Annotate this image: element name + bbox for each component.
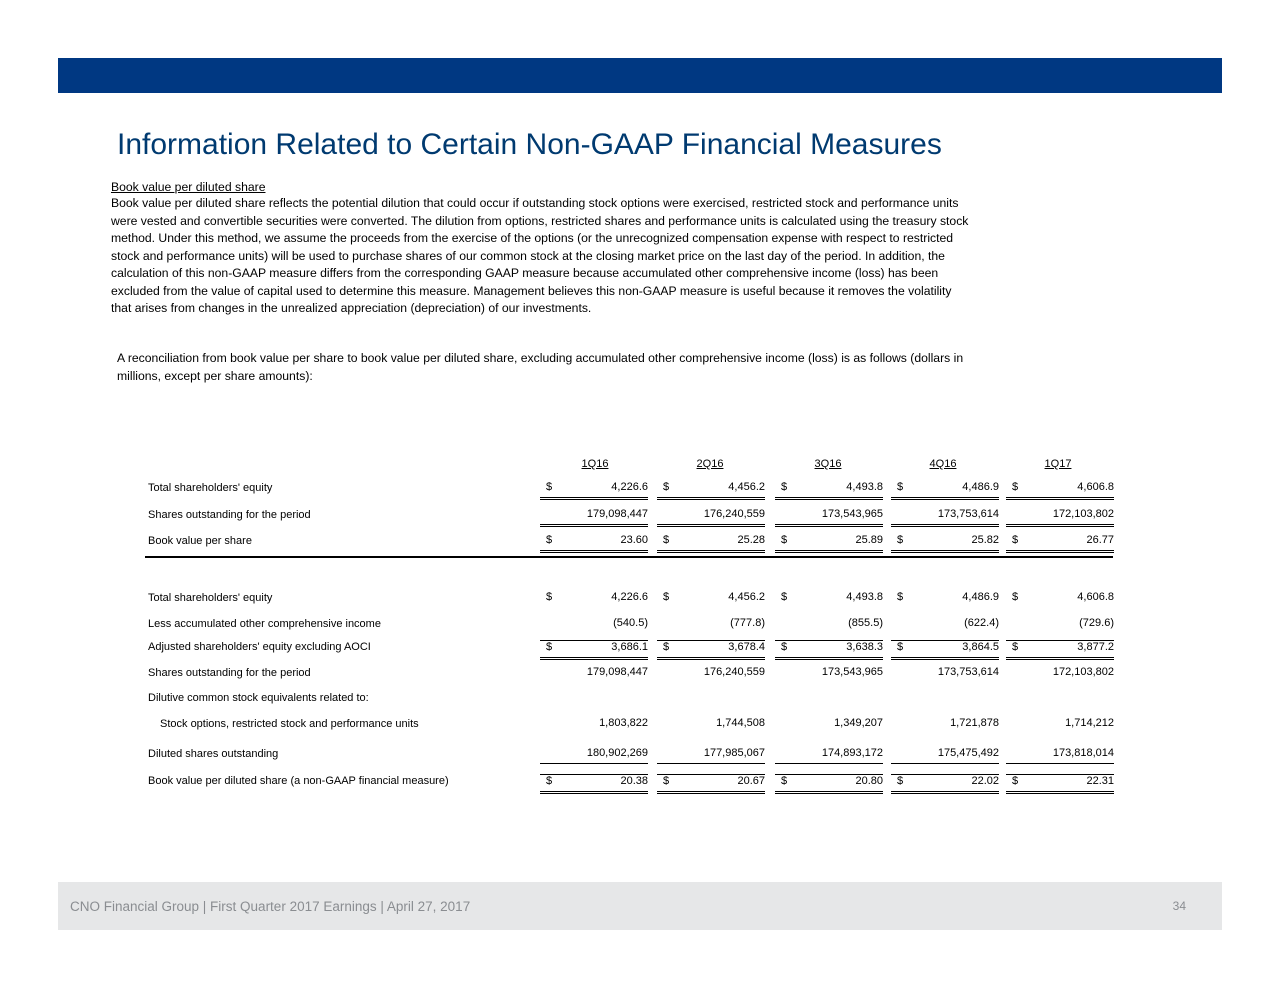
- row-label: Shares outstanding for the period: [148, 509, 311, 521]
- cell-value: 26.77: [1086, 534, 1114, 546]
- table-cell: [891, 591, 999, 607]
- table-cell: [891, 747, 999, 764]
- dollar-sign: $: [781, 481, 788, 493]
- cell-value: 1,349,207: [834, 717, 883, 729]
- table-cell: [657, 534, 765, 553]
- footer-text: CNO Financial Group | First Quarter 2017 Earnings | April 27, 2017: [70, 899, 471, 914]
- table-cell: [540, 617, 648, 633]
- row-label: Total shareholders' equity: [148, 592, 273, 604]
- cell-value: 174,893,172: [821, 747, 883, 759]
- column-header: 1Q16: [581, 458, 609, 470]
- dollar-sign: $: [1012, 481, 1019, 493]
- dollar-sign: $: [663, 591, 670, 603]
- cell-value: 3,877.2: [1077, 641, 1114, 653]
- dollar-sign: $: [897, 534, 904, 546]
- table-cell: [891, 666, 999, 682]
- column-header: 2Q16: [696, 458, 724, 470]
- column-header: 3Q16: [814, 458, 842, 470]
- dollar-sign: $: [546, 591, 553, 603]
- cell-value: 4,456.2: [728, 481, 765, 493]
- table-cell: [1006, 591, 1114, 607]
- paragraph-line: method. Under this method, we assume the proceeds from the exercise of the options (or the unrecognized compensation expense with respect to restricted: [111, 231, 954, 245]
- table-cell: [657, 717, 765, 733]
- dollar-sign: $: [781, 641, 788, 653]
- dollar-sign: $: [663, 481, 670, 493]
- intro-line: millions, except per share amounts):: [117, 368, 313, 383]
- cell-value: 173,753,614: [937, 508, 999, 520]
- cell-value: 173,543,965: [821, 666, 883, 678]
- row-label: Adjusted shareholders' equity excluding AOCI: [148, 641, 371, 653]
- cell-value: 180,902,269: [586, 747, 648, 759]
- cell-value: 173,818,014: [1052, 747, 1114, 759]
- table-cell: [775, 508, 883, 527]
- table-cell: [891, 640, 999, 660]
- cell-value: 4,493.8: [846, 481, 883, 493]
- dollar-sign: $: [897, 641, 904, 653]
- table-cell: [1006, 717, 1114, 733]
- cell-value: 4,493.8: [846, 591, 883, 603]
- table-cell: [891, 617, 999, 633]
- cell-value: 4,486.9: [962, 591, 999, 603]
- dollar-sign: $: [546, 481, 553, 493]
- cell-value: 3,686.1: [611, 641, 648, 653]
- table-cell: [1006, 534, 1114, 553]
- table-cell: [540, 508, 648, 527]
- page-title: Information Related to Certain Non-GAAP Financial Measures: [117, 128, 942, 161]
- paragraph-line: Book value per diluted share reflects the potential dilution that could occur if outstanding stock options were exercised, restricted stock and performance units: [111, 196, 959, 210]
- paragraph-line: were vested and convertible securities were converted. The dilution from options, restricted shares and performance units is calculated using the treasury stock: [111, 213, 969, 228]
- dollar-sign: $: [781, 775, 788, 787]
- cell-value: 4,486.9: [962, 481, 999, 493]
- intro-line: A reconciliation from book value per share to book value per diluted share, excluding accumulated other comprehensive income (loss) is as follows (dollars in: [117, 351, 964, 365]
- row-label: Dilutive common stock equivalents related to:: [148, 692, 369, 704]
- dollar-sign: $: [1012, 591, 1019, 603]
- row-label: Less accumulated other comprehensive income: [148, 618, 381, 630]
- cell-value: 3,638.3: [846, 641, 883, 653]
- section-divider: [145, 556, 1113, 558]
- table-cell: [1006, 747, 1114, 764]
- dollar-sign: $: [781, 534, 788, 546]
- table-cell: [1006, 508, 1114, 527]
- table-cell: [657, 640, 765, 660]
- cell-value: 20.80: [855, 775, 883, 787]
- table-cell: [657, 591, 765, 607]
- dollar-sign: $: [897, 481, 904, 493]
- cell-value: 20.67: [737, 775, 765, 787]
- row-label: Book value per share: [148, 535, 252, 547]
- cell-value: 4,456.2: [728, 591, 765, 603]
- page-number: 34: [1172, 899, 1186, 913]
- cell-value: (540.5): [613, 617, 648, 629]
- cell-value: (729.6): [1079, 617, 1114, 629]
- cell-value: 1,744,508: [716, 717, 765, 729]
- table-cell: [540, 747, 648, 764]
- table-cell: [540, 666, 648, 682]
- cell-value: 176,240,559: [703, 508, 765, 520]
- cell-value: 179,098,447: [586, 666, 648, 678]
- section-heading: Book value per diluted share: [111, 180, 266, 194]
- cell-value: 4,606.8: [1077, 481, 1114, 493]
- cell-value: 179,098,447: [586, 508, 648, 520]
- cell-value: 3,864.5: [962, 641, 999, 653]
- cell-value: 25.28: [737, 534, 765, 546]
- reconciliation-intro: [117, 350, 1157, 385]
- table-cell: [540, 717, 648, 733]
- table-cell: [891, 774, 999, 794]
- cell-value: 177,985,067: [703, 747, 765, 759]
- cell-value: 25.89: [855, 534, 883, 546]
- cell-value: 25.82: [971, 534, 999, 546]
- table-cell: [775, 747, 883, 764]
- table-cell: [1006, 617, 1114, 633]
- dollar-sign: $: [1012, 775, 1019, 787]
- cell-value: 3,678.4: [728, 641, 765, 653]
- table-cell: [775, 717, 883, 733]
- dollar-sign: $: [897, 775, 904, 787]
- cell-value: 22.31: [1086, 775, 1114, 787]
- table-cell: [891, 717, 999, 733]
- table-cell: [540, 640, 648, 660]
- cell-value: 1,721,878: [950, 717, 999, 729]
- dollar-sign: $: [546, 641, 553, 653]
- cell-value: 20.38: [620, 775, 648, 787]
- cell-value: (777.8): [730, 617, 765, 629]
- cell-value: 4,226.6: [611, 591, 648, 603]
- table-cell: [775, 591, 883, 607]
- cell-value: 176,240,559: [703, 666, 765, 678]
- cell-value: 1,714,212: [1065, 717, 1114, 729]
- table-cell: [657, 747, 765, 764]
- table-cell: [775, 481, 883, 500]
- cell-value: 4,606.8: [1077, 591, 1114, 603]
- table-cell: [540, 481, 648, 500]
- row-label: Total shareholders' equity: [148, 482, 273, 494]
- column-header: 4Q16: [929, 458, 957, 470]
- dollar-sign: $: [1012, 641, 1019, 653]
- table-cell: [1006, 666, 1114, 682]
- description-paragraph: [111, 195, 1151, 318]
- cell-value: 173,753,614: [937, 666, 999, 678]
- paragraph-line: excluded from the value of capital used to determine this measure. Management believes this non-GAAP measure is useful because it removes the volatility: [111, 283, 952, 298]
- table-cell: [775, 640, 883, 660]
- cell-value: (622.4): [964, 617, 999, 629]
- row-label: Book value per diluted share (a non-GAAP financial measure): [148, 775, 449, 787]
- table-cell: [657, 774, 765, 794]
- table-cell: [657, 481, 765, 500]
- table-cell: [775, 617, 883, 633]
- table-cell: [657, 617, 765, 633]
- cell-value: 173,543,965: [821, 508, 883, 520]
- footer-bar: [58, 882, 1222, 930]
- dollar-sign: $: [663, 775, 670, 787]
- table-cell: [540, 591, 648, 607]
- table-cell: [891, 508, 999, 527]
- row-label: Stock options, restricted stock and performance units: [160, 718, 419, 730]
- table-cell: [1006, 774, 1114, 794]
- paragraph-line: calculation of this non-GAAP measure differs from the corresponding GAAP measure because accumulated other comprehensive income (loss) has been: [111, 266, 939, 280]
- cell-value: 23.60: [620, 534, 648, 546]
- dollar-sign: $: [663, 641, 670, 653]
- dollar-sign: $: [1012, 534, 1019, 546]
- table-cell: [1006, 640, 1114, 660]
- column-header: 1Q17: [1044, 458, 1072, 470]
- table-cell: [540, 774, 648, 794]
- cell-value: (855.5): [848, 617, 883, 629]
- table-cell: [891, 534, 999, 553]
- cell-value: 172,103,802: [1052, 666, 1114, 678]
- table-cell: [1006, 481, 1114, 500]
- paragraph-line: stock and performance units) will be used to purchase shares of our common stock at the closing market price on the last day of the period. In addition, the: [111, 248, 945, 263]
- dollar-sign: $: [546, 775, 553, 787]
- table-cell: [775, 534, 883, 553]
- table-cell: [775, 666, 883, 682]
- dollar-sign: $: [663, 534, 670, 546]
- cell-value: 22.02: [971, 775, 999, 787]
- cell-value: 1,803,822: [599, 717, 648, 729]
- table-cell: [657, 666, 765, 682]
- dollar-sign: $: [897, 591, 904, 603]
- cell-value: 172,103,802: [1052, 508, 1114, 520]
- dollar-sign: $: [546, 534, 553, 546]
- table-cell: [657, 508, 765, 527]
- table-cell: [540, 534, 648, 553]
- cell-value: 175,475,492: [937, 747, 999, 759]
- row-label: Diluted shares outstanding: [148, 748, 279, 760]
- table-cell: [775, 774, 883, 794]
- table-cell: [891, 481, 999, 500]
- dollar-sign: $: [781, 591, 788, 603]
- paragraph-line: that arises from changes in the unrealized appreciation (depreciation) of our investments.: [111, 301, 592, 315]
- top-banner: [58, 58, 1222, 93]
- cell-value: 4,226.6: [611, 481, 648, 493]
- row-label: Shares outstanding for the period: [148, 667, 311, 679]
